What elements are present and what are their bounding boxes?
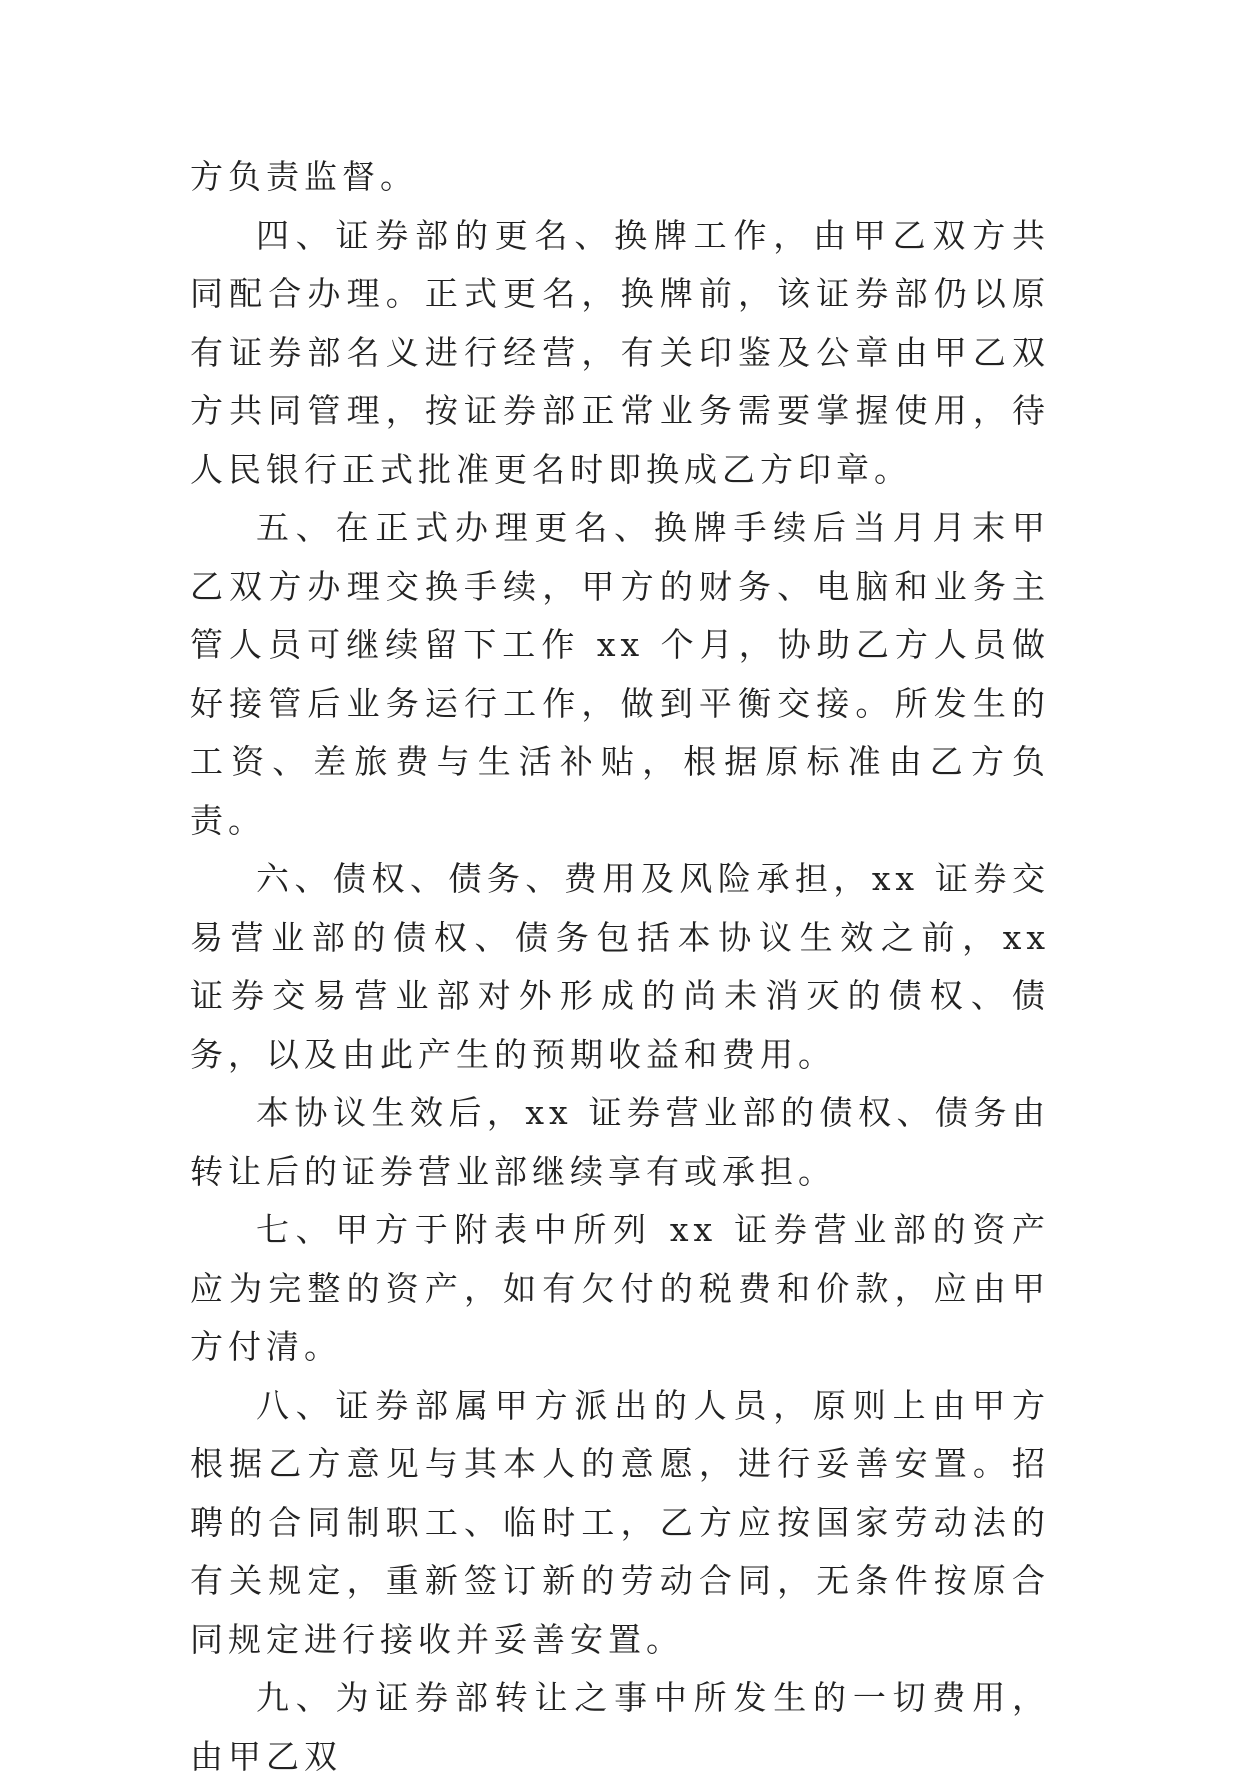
paragraph-clause-6: 六、债权、债务、费用及风险承担，xx 证券交易营业部的债权、债务包括本协议生效之前，xx 证券交易营业部对外形成的尚未消灭的债权、债务，以及由此产生的预期收益和费用。: [190, 859, 1050, 1074]
paragraph-clause-4: 四、证券部的更名、换牌工作，由甲乙双方共同配合办理。正式更名，换牌前，该证券部仍以原有证券部名义进行经营，有关印鉴及公章由甲乙双方共同管理，按证券部正常业务需要掌握使用，待人民银行正式批准更名时即换成乙方印章。: [190, 215, 1050, 489]
paragraph-continuation: 方负责监督。: [190, 157, 418, 196]
document-body: [190, 148, 1050, 1786]
paragraph-clause-9: 九、为证券部转让之事中所发生的一切费用，由甲乙双: [190, 1678, 1050, 1776]
paragraph-clause-7: 七、甲方于附表中所列 xx 证券营业部的资产应为完整的资产，如有欠付的税费和价款，应由甲方付清。: [190, 1210, 1050, 1366]
paragraph-clause-8: 八、证券部属甲方派出的人员，原则上由甲方根据乙方意见与其本人的意愿，进行妥善安置。招聘的合同制职工、临时工，乙方应按国家劳动法的有关规定，重新签订新的劳动合同，无条件按原合同规定进行接收并妥善安置。: [190, 1385, 1050, 1659]
paragraph-clause-6-effect: 本协议生效后，xx 证券营业部的债权、债务由转让后的证券营业部继续享有或承担。: [190, 1093, 1050, 1191]
paragraph-clause-5: 五、在正式办理更名、换牌手续后当月月末甲乙双方办理交换手续，甲方的财务、电脑和业务主管人员可继续留下工作 xx 个月，协助乙方人员做好接管后业务运行工作，做到平衡交接。所发生的工资、差旅费与生活补贴，根据原标准由乙方负责。: [190, 508, 1050, 840]
